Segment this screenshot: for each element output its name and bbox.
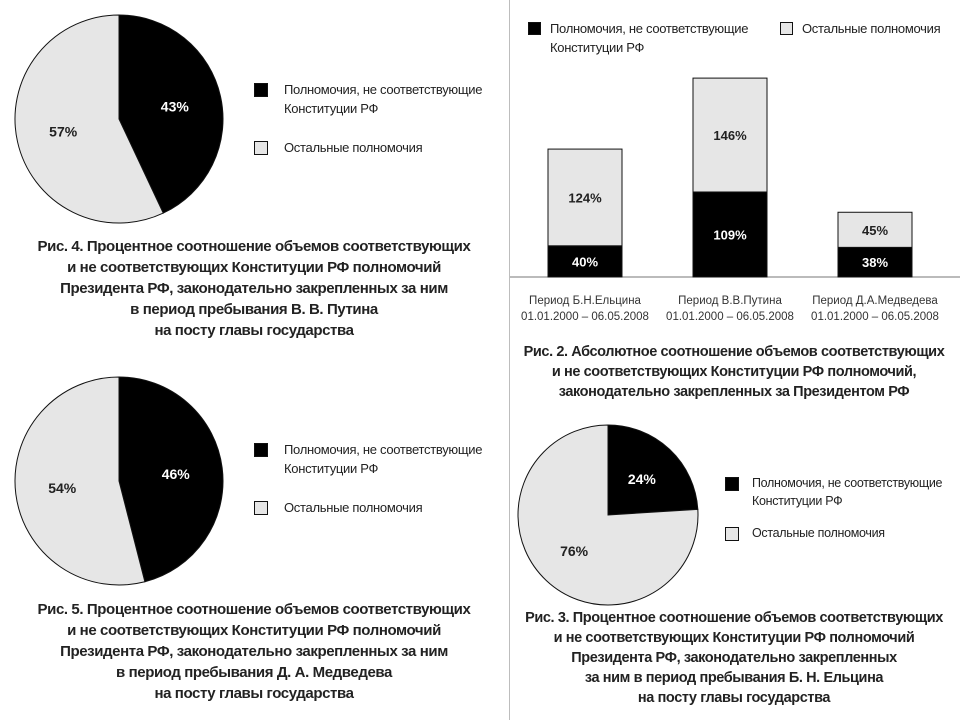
legend-label-noncompliant: Полномочия, не соответствующие Конституции РФ [752, 476, 943, 508]
legend-item-noncompliant [254, 80, 504, 118]
caption-fig4: Рис. 4. Процентное соотношение объемов соответствующих и не соответствующих Конституции РФ полномочий Президента РФ, законодательно закрепленных за ним в период пребывания В. В. Путина на посту главы государства [37, 238, 471, 339]
legend-swatch-other [254, 501, 268, 515]
bar-label-noncompliant: 38% [861, 255, 889, 271]
pie-label-noncompliant: 46% [161, 465, 190, 482]
legend-swatch-other [725, 527, 739, 541]
bar-category-label: Период Д.А.Медведева 01.01.2000 – 06.05.2008 [811, 295, 939, 323]
legend-item-other [725, 524, 885, 542]
bar-label-noncompliant: 40% [571, 254, 599, 270]
legend-item-noncompliant [725, 474, 952, 510]
legend-label-noncompliant: Полномочия, не соответствующие Конституции РФ [284, 82, 483, 116]
caption-fig5: Рис. 5. Процентное соотношение объемов соответствующих и не соответствующих Конституции РФ полномочий Президента РФ, законодательно закрепленных за ним в период пребывания Д. А. Медведева на посту главы государства [37, 601, 471, 702]
pie-label-other: 57% [49, 123, 78, 140]
legend-label-noncompliant: Полномочия, не соответствующие Конституции РФ [550, 21, 749, 55]
legend-label-noncompliant: Полномочия, не соответствующие Конституции РФ [284, 442, 483, 476]
bar-chart-fig2 [510, 0, 960, 340]
bar-label-other: 45% [861, 222, 889, 238]
legend-fig4 [254, 80, 504, 170]
bar-label-noncompliant: 109% [713, 227, 747, 243]
caption-fig3: Рис. 3. Процентное соотношение объемов соответствующих и не соответствующих Конституции РФ полномочий Президента РФ, законодательно закрепленных за ним в период пребывания Б. Н. Ельцина на посту главы государства [525, 610, 943, 706]
pie-label-noncompliant: 24% [627, 470, 656, 487]
legend-swatch-other [254, 141, 268, 155]
legend-fig3 [725, 474, 955, 554]
bar-label-other: 146% [713, 128, 747, 144]
legend-swatch-noncompliant [725, 477, 739, 491]
legend-label-other: Остальные полномочия [284, 140, 423, 155]
bar-label-other: 124% [568, 190, 602, 206]
pie-chart-fig3 [515, 423, 701, 609]
pie-chart-fig5 [14, 377, 224, 587]
legend-label-other: Остальные полномочия [752, 526, 885, 540]
legend-item-noncompliant [254, 440, 504, 478]
legend-swatch-noncompliant [254, 443, 268, 457]
pie-chart-fig4 [14, 15, 224, 225]
legend-label-other: Остальные полномочия [284, 500, 423, 515]
pie-label-noncompliant: 43% [160, 98, 189, 115]
legend-fig5 [254, 440, 504, 530]
legend-item-other [254, 138, 422, 157]
bar-category-label: Период В.В.Путина 01.01.2000 – 06.05.2008 [666, 295, 794, 323]
pie-label-other: 54% [48, 480, 77, 497]
bar-category-label: Период Б.Н.Ельцина 01.01.2000 – 06.05.2008 [521, 295, 649, 323]
caption-fig2: Рис. 2. Абсолютное соотношение объемов соответствующих и не соответствующих Конституции РФ полномочий, законодательно закрепленных за Президентом РФ [523, 344, 945, 400]
pie-label-other: 76% [560, 543, 589, 560]
legend-swatch-noncompliant [254, 83, 268, 97]
legend-item-other [254, 498, 422, 517]
legend-label-other: Остальные полномочия [802, 21, 941, 36]
